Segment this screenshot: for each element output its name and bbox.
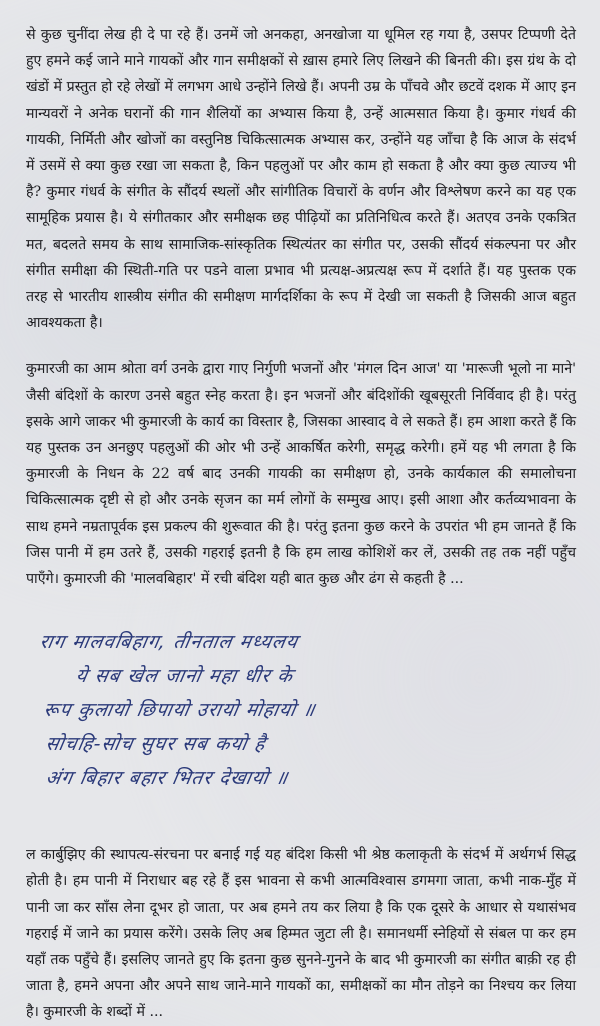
bandish-line-3: रूप कुलायो छिपायो उरायो मोहायो ॥ bbox=[41, 699, 318, 722]
bandish-line-5: अंग बिहार बहार भितर देखायो ॥ bbox=[43, 767, 291, 790]
handwritten-bandish bbox=[26, 628, 576, 804]
bandish-line-1: राग मालवबिहाग, तीनताल मध्यलय bbox=[37, 631, 300, 654]
paragraph-1: से कुछ चुनींदा लेख ही दे पा रहे हैं। उनमें जो अनकहा, अनखोजा या धूमिल रह गया है, उसपर टिप्पणी देते हुए हमने कई जाने माने गायकों और गान समीक्षकों से ख़ास हमारे लिए लिखने की बिनती की। इस ग्रंथ के दो खंडों में प्रस्तुत हो रहे लेखों में लगभग आधे उन्होंने लिखे हैं। अपनी उम्र के पाँचवे और छटवें दशक में आए इन मान्यवरों ने अनेक घरानों की गान शैलियों का अभ्यास किया है, उन्हें आत्मसात किया है। कुमार गंधर्व की गायकी, निर्मिती और खोजों का वस्तुनिष्ठ चिकित्सात्मक अभ्यास कर, उन्होंने यह जाँचा है कि आज के संदर्भ में उसमें से क्या कुछ रखा जा सकता है, किन पहलुओं पर और काम हो सकता है और क्या कुछ त्याज्य भी है? कुमार गंधर्व के संगीत के सौंदर्य स्थलों और सांगीतिक विचारों के वर्णन और विश्लेषण करने का यह एक सामूहिक प्रयास है। ये संगीतकार और समीक्षक छह पीढ़ियों का प्रतिनिधित्व करते हैं। अतएव उनके एकत्रित मत, बदलते समय के साथ सामाजिक-सांस्कृतिक स्थित्यंतर का संगीत पर, उसकी सौंदर्य संकल्पना पर और संगीत समीक्षा की स्थिती-गति पर पडने वाला प्रभाव भी प्रत्यक्ष-अप्रत्यक्ष रूप में दर्शाते हैं। यह पुस्तक एक तरह से भारतीय शास्त्रीय संगीत की समीक्षण मार्गदर्शिका के रूप में देखी जा सकती है जिसकी आज बहुत आवश्यकता है। bbox=[26, 27, 576, 332]
paragraph-2: कुमारजी का आम श्रोता वर्ग उनके द्वारा गाए निर्गुणी भजनों और 'मंगल दिन आज' या 'मारूजी भूलो ना माने' जैसी बंदिशों के कारण उनसे बहुत स्नेह करता है। इन भजनों और बंदिशोंकी खूबसूरती निर्विवाद ही है। परंतु इसके आगे जाकर भी कुमारजी के कार्य का विस्तार है, जिसका आस्वाद वे ले सकते हैं। हम आशा करते हैं कि यह पुस्तक उन अनछुए पहलुओं की ओर भी उन्हें आकर्षित करेगी, समृद्ध करेगी। हमें यह भी लगता है कि कुमारजी के निधन के 22 वर्ष बाद उनकी गायकी का समीक्षण हो, उनके कार्यकाल की समालोचना चिकित्सात्मक दृष्टी से हो और उनके सृजन का मर्म लोगों के सम्मुख आए। इसी आशा और कर्तव्यभावना के साथ हमने नम्रतापूर्वक इस प्रकल्प की शुरूवात की है। परंतु इतना कुछ करने के उपरांत भी हम जानते हैं कि जिस पानी में हम उतरे हैं, उसकी गहराई इतनी है कि हम लाख कोशिशें कर लें, उसकी तह तक नहीं पहुँच पाएँगे। कुमारजी की 'मालवबिहार' में रची बंदिश यही बात कुछ और ढंग से कहती है ... bbox=[26, 361, 576, 588]
bandish-line-2: ये सब खेल जानो महा धीर के bbox=[73, 665, 295, 688]
bandish-line-4: सोचहि-सोच सुघर सब कयो है bbox=[43, 733, 268, 756]
paragraph-3: ल कार्बुझिए की स्थापत्य-संरचना पर बनाई गई यह बंदिश किसी भी श्रेष्ठ कलाकृती के संदर्भ में अर्थगर्भ सिद्ध होती है। हम पानी में निराधार बह रहे हैं इस भावना से कभी आत्मविश्वास डगमगा जाता, कभी नाक-मुँह में पानी जा कर साँस लेना दूभर हो जाता, पर अब हमने तय कर लिया है कि एक दूसरे के आधार से यथासंभव गहराई में जाने का प्रयास करेंगे। उसके लिए अब हिम्मत जुटा ली है। समानधर्मी स्नेहियों से संबल पा कर हम यहाँ तक पहुँचे हैं। इसलिए जानते हुए कि इतना कुछ सुनने-गुनने के बाद भी कुमारजी का संगीत बाक़ी रह ही जाता है, हमने अपना और अपने साथ जाने-माने गायकों का, समीक्षकों का मौन तोड़ने का निश्चय कर लिया है। कुमारजी के शब्दों में ... bbox=[26, 847, 576, 1021]
